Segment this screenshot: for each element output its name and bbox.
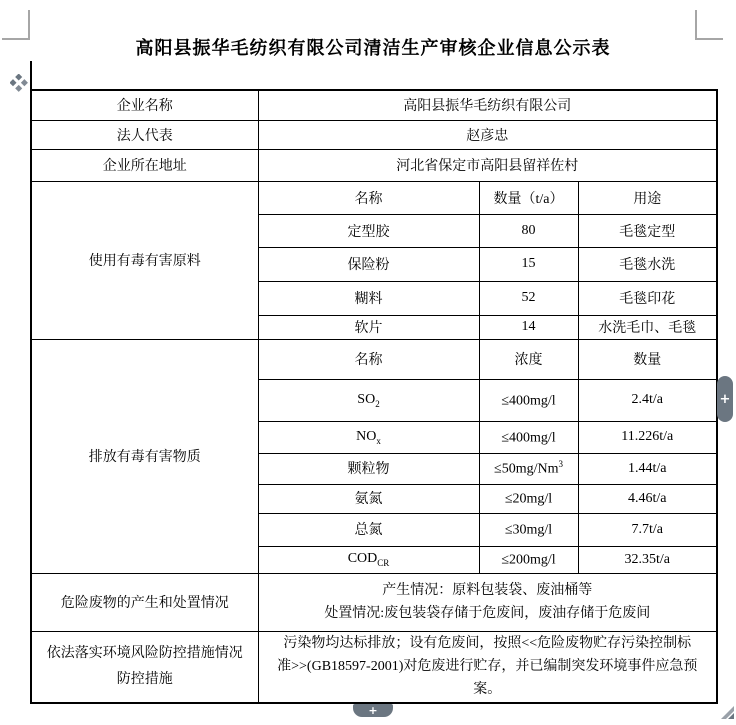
material-use[interactable]: 毛毯定型 — [578, 214, 717, 247]
pollutant-subscript: 2 — [375, 398, 380, 409]
material-qty[interactable]: 52 — [479, 281, 578, 315]
section-label-materials[interactable]: 使用有毒有害原料 — [31, 181, 258, 339]
page-title[interactable]: 高阳县振华毛纺织有限公司清洁生产审核企业信息公示表 — [135, 38, 611, 58]
field-value[interactable]: 高阳县振华毛纺织有限公司 — [258, 90, 717, 120]
pollutant-qty[interactable]: 4.46t/a — [578, 484, 717, 513]
material-use[interactable]: 水洗毛巾、毛毯 — [578, 315, 717, 339]
pollutant-base: NO — [356, 428, 377, 444]
column-header[interactable]: 名称 — [258, 181, 479, 214]
table-row — [31, 181, 717, 214]
field-value[interactable]: 赵彦忠 — [258, 120, 717, 149]
pollutant-concentration[interactable]: ≤400mg/l — [479, 379, 578, 421]
field-label[interactable]: 企业名称 — [31, 90, 258, 120]
pollutant-concentration[interactable]: $\le 50mg/Nm^3$ — [479, 453, 578, 484]
material-use[interactable]: 毛毯印花 — [578, 281, 717, 315]
field-label[interactable]: 企业所在地址 — [31, 149, 258, 181]
pollutant-base: SO — [357, 391, 376, 407]
enterprise-info-table — [30, 89, 718, 704]
table-resize-diagonal-icon[interactable] — [721, 706, 734, 719]
plus-icon: + — [719, 391, 731, 407]
column-header[interactable]: 数量（t/a） — [479, 181, 578, 214]
pollutant-subscript: x — [376, 435, 381, 446]
pollutant-name[interactable] — [258, 484, 479, 513]
material-name[interactable]: 软片 — [258, 315, 479, 339]
pollutant-concentration[interactable]: ≤30mg/l — [479, 513, 578, 546]
pollutant-qty[interactable]: 1.44t/a — [578, 453, 717, 484]
material-name[interactable]: 保险粉 — [258, 247, 479, 281]
material-qty[interactable]: 14 — [479, 315, 578, 339]
table-move-handle-icon[interactable] — [10, 74, 28, 92]
pollutant-name[interactable] — [258, 453, 479, 484]
pollutant-qty[interactable]: 11.226t/a — [578, 421, 717, 453]
column-header[interactable]: 数量 — [578, 339, 717, 379]
column-header[interactable]: 用途 — [578, 181, 717, 214]
section-label-emissions[interactable]: 排放有毒有害物质 — [31, 339, 258, 573]
pollutant-base: 总氮 — [354, 523, 383, 539]
pollutant-name[interactable] — [258, 379, 479, 421]
scroll-right-plus-button[interactable] — [717, 376, 733, 422]
table-row — [31, 120, 717, 149]
material-use[interactable]: 毛毯水洗 — [578, 247, 717, 281]
table-row — [31, 90, 717, 120]
pollutant-name[interactable] — [258, 513, 479, 546]
table-row — [31, 149, 717, 181]
column-header[interactable]: 浓度 — [479, 339, 578, 379]
hazard-waste-details[interactable] — [258, 573, 717, 631]
hazard-production-line: 产生情况：原料包装袋、废油桶等 — [382, 583, 593, 598]
field-label[interactable]: 法人代表 — [31, 120, 258, 149]
pollutant-base: 颗粒物 — [347, 462, 390, 478]
pollutant-concentration[interactable]: ≤200mg/l — [479, 546, 578, 573]
material-qty[interactable]: 80 — [479, 214, 578, 247]
hazard-disposal-line: 处置情况:废包装袋存储于危废间，废油存储于危废间 — [324, 606, 651, 621]
material-name[interactable]: 定型胶 — [258, 214, 479, 247]
material-qty[interactable]: 15 — [479, 247, 578, 281]
pollutant-qty[interactable]: 2.4t/a — [578, 379, 717, 421]
table-row — [31, 573, 717, 631]
pollutant-concentration[interactable]: ≤20mg/l — [479, 484, 578, 513]
field-label[interactable]: 危险废物的产生和处置情况 — [31, 573, 258, 631]
pollutant-subscript: CR — [377, 557, 390, 568]
field-value[interactable]: 河北省保定市高阳县留祥佐村 — [258, 149, 717, 181]
pollutant-qty[interactable]: 7.7t/a — [578, 513, 717, 546]
pollutant-base: COD — [347, 551, 378, 567]
plus-icon: + — [368, 703, 378, 717]
scroll-bottom-plus-button[interactable] — [353, 704, 393, 717]
pollutant-name[interactable] — [258, 546, 479, 573]
field-label[interactable]: 依法落实环境风险防控措施情况 防控措施 — [31, 631, 258, 703]
pollutant-qty[interactable]: 32.35t/a — [578, 546, 717, 573]
pollutant-concentration[interactable]: ≤400mg/l — [479, 421, 578, 453]
table-row — [31, 339, 717, 379]
table-row — [31, 631, 717, 703]
text-cursor — [30, 61, 32, 90]
pollutant-name[interactable] — [258, 421, 479, 453]
column-header[interactable]: 名称 — [258, 339, 479, 379]
material-name[interactable]: 糊料 — [258, 281, 479, 315]
pollutant-base: 氨氮 — [354, 492, 383, 508]
page-margin-mark-top-left — [2, 10, 30, 40]
risk-control-details[interactable]: 污染物均达标排放；设有危废间，按照<<危险废物贮存污染控制标 准>>(GB18597-2001)对危废进行贮存，并已编制突发环境事件应急预 案。 — [258, 631, 717, 703]
